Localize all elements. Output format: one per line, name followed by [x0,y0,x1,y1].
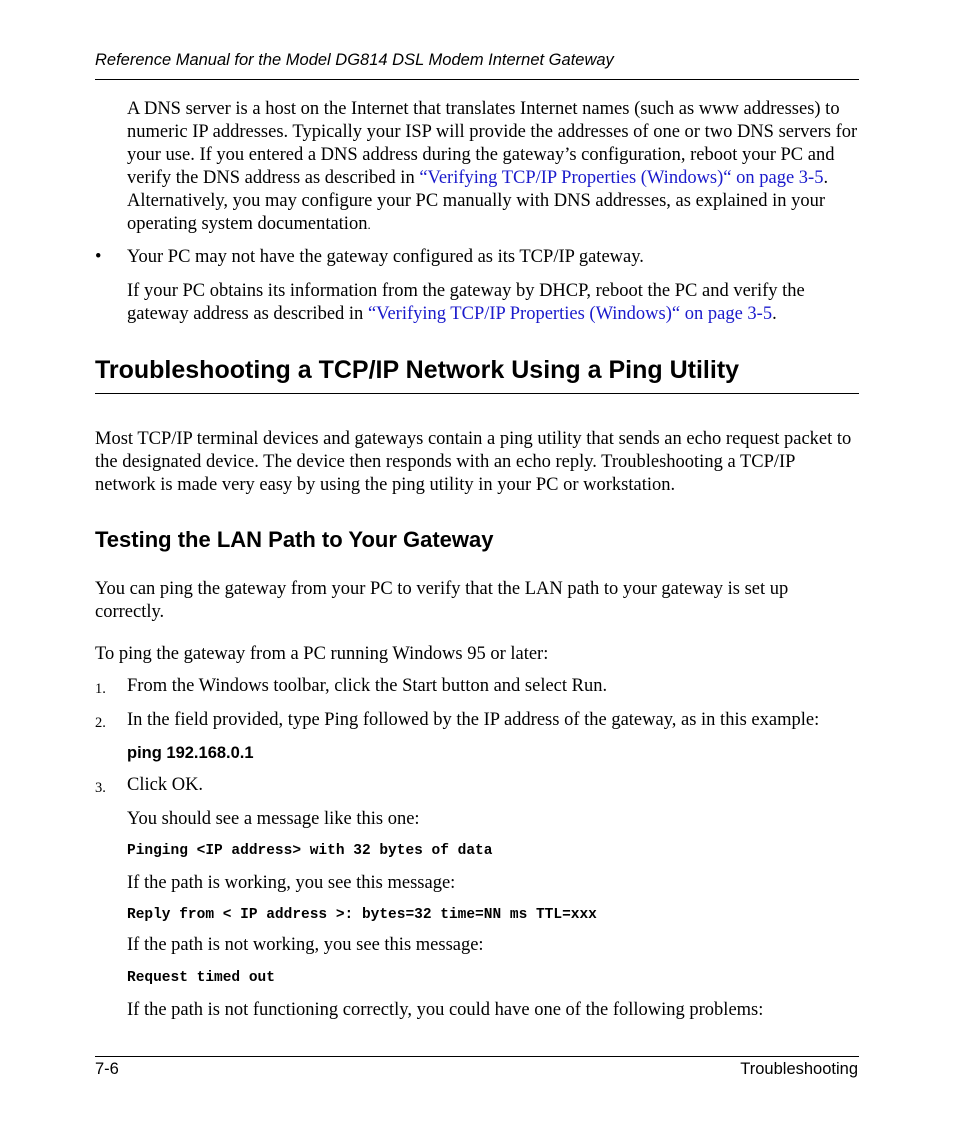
footer-rule [95,1056,859,1057]
dns-text-1: A DNS server is a host on the Internet that translates Internet names (such as www addresses) to numeric IP addresses. Typically your ISP will provide the addresses of one or two DNS servers for your use. If you entered a DNS address during the gateway’s configuration, reboot your PC and verify the DNS address as described in [127,99,858,188]
bullet-text: Your PC may not have the gateway configured as its TCP/IP gateway. [127,247,644,267]
dhcp-paragraph [127,280,862,326]
procedure-lead: To ping the gateway from a PC running Windows 95 or later: [95,644,549,664]
step-2-text: In the field provided, type Ping followed by the IP address of the gateway, as in this example: [127,710,820,730]
dns-text-end: . [367,217,371,232]
problems-text: If the path is not functioning correctly, you could have one of the following problems: [127,1000,764,1020]
step-2-number: 2. [95,715,106,731]
subsection-body: You can ping the gateway from your PC to verify that the LAN path to your gateway is set up correctly. [95,579,789,622]
code-pinging: Pinging <IP address> with 32 bytes of data [127,843,493,859]
header-rule [95,79,859,80]
code-reply: Reply from < IP address >: bytes=32 time=NN ms TTL=xxx [127,907,597,923]
ping-command: ping 192.168.0.1 [127,744,254,762]
working-text: If the path is working, you see this message: [127,873,456,893]
page-number: 7-6 [95,1060,119,1078]
step-1-text: From the Windows toolbar, click the Start button and select Run. [127,676,608,696]
section-heading: Troubleshooting a TCP/IP Network Using a Ping Utility [95,356,740,384]
dhcp-crossref-link[interactable]: “Verifying TCP/IP Properties (Windows)“ on page 3-5 [367,304,773,324]
step-3-number: 3. [95,780,106,796]
dns-crossref-link[interactable]: “Verifying TCP/IP Properties (Windows)“ on page 3-5 [419,168,824,188]
dhcp-text-end: . [772,304,777,324]
see-message-text: You should see a message like this one: [127,809,420,829]
section-rule [95,393,859,394]
bullet-symbol: • [95,247,102,267]
running-header: Reference Manual for the Model DG814 DSL Modem Internet Gateway [95,51,614,69]
dns-text-2: . Alternatively, you may configure your PC manually with DNS addresses, as explained in your operating system documentation [127,168,829,234]
dhcp-text: If your PC obtains its information from the gateway by DHCP, reboot the PC and verify the gateway address as described in [127,281,805,324]
dns-paragraph [127,98,862,236]
not-working-text: If the path is not working, you see this message: [127,935,484,955]
subsection-heading: Testing the LAN Path to Your Gateway [95,527,494,552]
step-1-number: 1. [95,681,106,697]
step-3-text: Click OK. [127,775,204,795]
code-timeout: Request timed out [127,970,275,986]
chapter-name: Troubleshooting [740,1060,858,1078]
section-body: Most TCP/IP terminal devices and gateways contain a ping utility that sends an echo request packet to the designated device. The device then responds with an echo reply. Troubleshooting a TCP/IP network is made very easy by using the ping utility in your PC or workstation. [95,429,852,495]
